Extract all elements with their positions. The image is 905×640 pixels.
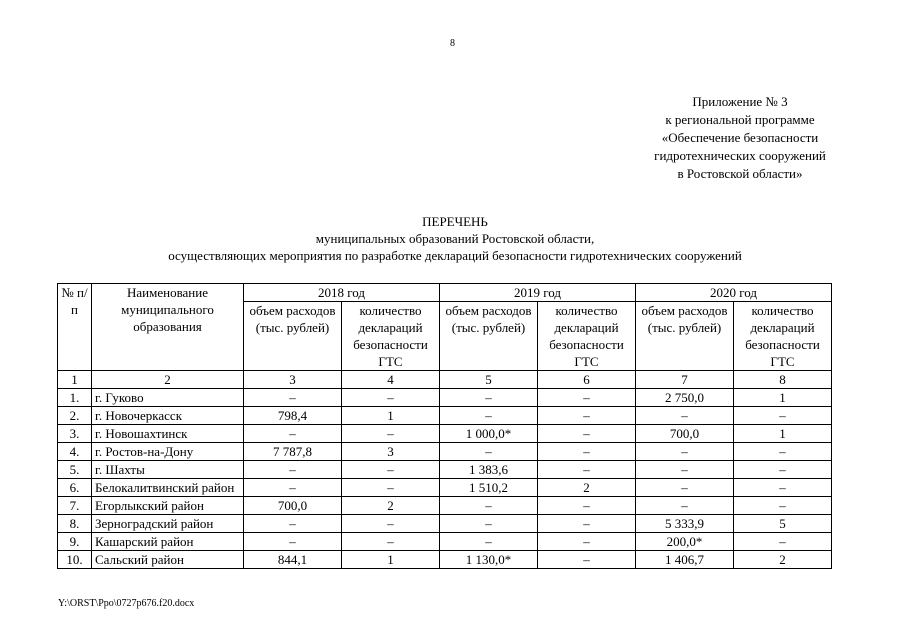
table-row xyxy=(58,443,832,461)
table-cell: 2 xyxy=(538,479,636,497)
table-cell: 1 383,6 xyxy=(440,461,538,479)
header-year-2020: 2020 год xyxy=(636,284,832,302)
appendix-line: «Обеспечение безопасности xyxy=(661,130,819,145)
appendix-line: гидротехнических сооружений xyxy=(654,148,826,163)
header-count: количество деклараций безопасности ГТС xyxy=(342,302,440,371)
table-cell: – xyxy=(342,389,440,407)
table-cell: – xyxy=(538,389,636,407)
column-number: 2 xyxy=(92,371,244,389)
column-number: 7 xyxy=(636,371,734,389)
column-number: 3 xyxy=(244,371,342,389)
row-number: 3. xyxy=(58,425,92,443)
municipalities-table xyxy=(57,283,832,569)
title-heading: ПЕРЕЧЕНЬ xyxy=(422,214,488,229)
municipality-name: г. Новошахтинск xyxy=(92,425,244,443)
table-cell: 798,4 xyxy=(244,407,342,425)
table-cell: – xyxy=(734,461,832,479)
title-subline: осуществляющих мероприятия по разработке деклараций безопасности гидротехнических сооружений xyxy=(168,248,742,263)
table-cell: – xyxy=(538,551,636,569)
table-cell: – xyxy=(734,407,832,425)
row-number: 4. xyxy=(58,443,92,461)
header-num: № п/п xyxy=(58,284,92,371)
table-cell: – xyxy=(244,479,342,497)
appendix-line: к региональной программе xyxy=(665,112,815,127)
table-row xyxy=(58,425,832,443)
table-cell: – xyxy=(440,515,538,533)
table-cell: – xyxy=(734,443,832,461)
table-row xyxy=(58,389,832,407)
file-path-footer: Y:\ORST\Ppo\0727p676.f20.docx xyxy=(58,598,195,609)
row-number: 1. xyxy=(58,389,92,407)
table-cell: 700,0 xyxy=(244,497,342,515)
table-cell: – xyxy=(440,497,538,515)
municipality-name: Белокалитвинский район xyxy=(92,479,244,497)
table-cell: 1 130,0* xyxy=(440,551,538,569)
table-cell: – xyxy=(342,461,440,479)
table-cell: 1 406,7 xyxy=(636,551,734,569)
header-year-2018: 2018 год xyxy=(244,284,440,302)
table-cell: – xyxy=(636,443,734,461)
municipality-name: г. Шахты xyxy=(92,461,244,479)
table-cell: 5 333,9 xyxy=(636,515,734,533)
table-cell: – xyxy=(342,425,440,443)
municipality-name: г. Новочеркасск xyxy=(92,407,244,425)
table-cell: 5 xyxy=(734,515,832,533)
table-cell: – xyxy=(342,533,440,551)
table-cell: 7 787,8 xyxy=(244,443,342,461)
column-numbers-row xyxy=(58,371,832,389)
table-cell: – xyxy=(636,479,734,497)
column-number: 6 xyxy=(538,371,636,389)
table-row xyxy=(58,551,832,569)
table-cell: – xyxy=(538,443,636,461)
column-number: 4 xyxy=(342,371,440,389)
title-subline: муниципальных образований Ростовской области, xyxy=(315,231,595,246)
table-cell: – xyxy=(538,515,636,533)
row-number: 10. xyxy=(58,551,92,569)
table-row xyxy=(58,461,832,479)
header-volume: объем расходов (тыс. рублей) xyxy=(440,302,538,371)
header-count: количество деклараций безопасности ГТС xyxy=(734,302,832,371)
table-cell: – xyxy=(440,443,538,461)
table-cell: – xyxy=(538,461,636,479)
table-cell: – xyxy=(440,533,538,551)
row-number: 6. xyxy=(58,479,92,497)
table-cell: – xyxy=(734,533,832,551)
row-number: 9. xyxy=(58,533,92,551)
table-row xyxy=(58,407,832,425)
table-row xyxy=(58,533,832,551)
column-number: 8 xyxy=(734,371,832,389)
row-number: 2. xyxy=(58,407,92,425)
table-cell: 1 xyxy=(734,425,832,443)
table-row xyxy=(58,479,832,497)
table-cell: – xyxy=(342,515,440,533)
table-cell: 1 510,2 xyxy=(440,479,538,497)
appendix-block xyxy=(640,93,840,183)
table-cell: – xyxy=(636,461,734,479)
table-row xyxy=(58,497,832,515)
table-cell: 1 xyxy=(734,389,832,407)
municipality-name: Кашарский район xyxy=(92,533,244,551)
header-name: Наименование муниципального образования xyxy=(92,284,244,371)
table-cell: – xyxy=(538,533,636,551)
header-volume: объем расходов (тыс. рублей) xyxy=(636,302,734,371)
document-title xyxy=(60,213,850,264)
column-number: 5 xyxy=(440,371,538,389)
page-number: 8 xyxy=(450,38,455,49)
table-cell: 844,1 xyxy=(244,551,342,569)
row-number: 5. xyxy=(58,461,92,479)
table-cell: 1 000,0* xyxy=(440,425,538,443)
table-cell: – xyxy=(636,407,734,425)
table-cell: 200,0* xyxy=(636,533,734,551)
table-cell: – xyxy=(244,389,342,407)
table-cell: – xyxy=(440,407,538,425)
table-row xyxy=(58,515,832,533)
table-cell: – xyxy=(244,425,342,443)
table-cell: – xyxy=(244,533,342,551)
table-cell: – xyxy=(538,497,636,515)
row-number: 8. xyxy=(58,515,92,533)
appendix-line: в Ростовской области» xyxy=(677,166,803,181)
table-cell: 3 xyxy=(342,443,440,461)
municipality-name: Сальский район xyxy=(92,551,244,569)
municipality-name: Егорлыкский район xyxy=(92,497,244,515)
table-cell: – xyxy=(440,389,538,407)
table-cell: – xyxy=(734,479,832,497)
header-volume: объем расходов (тыс. рублей) xyxy=(244,302,342,371)
table-cell: 700,0 xyxy=(636,425,734,443)
header-year-2019: 2019 год xyxy=(440,284,636,302)
table-cell: 1 xyxy=(342,551,440,569)
header-count: количество деклараций безопасности ГТС xyxy=(538,302,636,371)
appendix-line: Приложение № 3 xyxy=(692,94,788,109)
table-cell: – xyxy=(244,461,342,479)
table-cell: – xyxy=(244,515,342,533)
table-cell: – xyxy=(636,497,734,515)
municipality-name: г. Гуково xyxy=(92,389,244,407)
table-cell: – xyxy=(342,479,440,497)
table-cell: 1 xyxy=(342,407,440,425)
table-cell: 2 xyxy=(342,497,440,515)
row-number: 7. xyxy=(58,497,92,515)
table-cell: – xyxy=(734,497,832,515)
table-cell: – xyxy=(538,407,636,425)
table-cell: – xyxy=(538,425,636,443)
column-number: 1 xyxy=(58,371,92,389)
municipality-name: г. Ростов-на-Дону xyxy=(92,443,244,461)
table-cell: 2 750,0 xyxy=(636,389,734,407)
table-body xyxy=(58,371,832,569)
municipality-name: Зерноградский район xyxy=(92,515,244,533)
table-cell: 2 xyxy=(734,551,832,569)
